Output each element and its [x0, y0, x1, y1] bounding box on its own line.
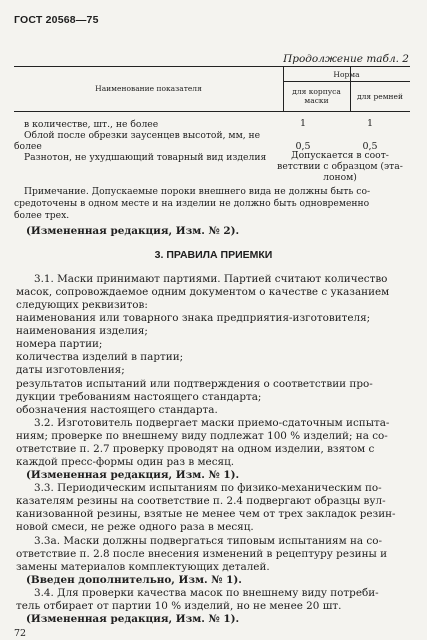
amendment-note: (Измененная редакция, Изм. № 2). [26, 225, 240, 237]
para-line: новой смеси, не реже одного раза в месяц. [16, 521, 254, 533]
row-quantity-straps-value: 1 [366, 118, 374, 129]
para-line: масок, сопровождаемое одним документом о качестве с указанием [16, 286, 390, 298]
norm-subheader-rule [283, 81, 410, 82]
list-item: количества изделий в партии; [16, 351, 184, 363]
para-line: ниям; проверке по внешнему виду подлежат 100 % изделий; на со- [16, 430, 388, 442]
table-note-cont: средоточены в одном месте и на изделии не должно быть одновременно более трех. [14, 198, 370, 221]
para-line: ответствие п. 2.7 проверку проводят на одном изделии, взятом с [16, 443, 375, 455]
row-flash-body-value: 0,5 [295, 141, 311, 152]
para-line: тель отбирает от партии 10 % изделий, но не менее 20 шт. [16, 600, 342, 612]
list-item: наименования или товарного знака предприятия-изготовителя; [16, 312, 371, 324]
para-3-2: 3.2. Изготовитель подвергает маски приемо-сдаточным испыта- [34, 417, 390, 429]
amendment-note: (Измененная редакция, Изм. № 1). [26, 469, 240, 481]
para-line: замены материалов комплектующих деталей. [16, 561, 270, 573]
para-line: канизованной резины, взятые не менее чем от трех закладок резин- [16, 508, 396, 520]
list-item: даты изготовления; [16, 364, 125, 376]
para-3-4: 3.4. Для проверки качества масок по внешнему виду потреби- [34, 587, 379, 599]
col-indicator-header: Наименование показателя [95, 84, 202, 93]
para-3-3: 3.3. Периодическим испытаниям по физико-механическим по- [34, 482, 382, 494]
list-item: номера партии; [16, 338, 103, 350]
amendment-note: (Измененная редакция, Изм. № 1). [26, 613, 240, 625]
row-tone-merged-value: Допускается в соот- ветствии с образцом (эта- лоном) [277, 150, 403, 183]
table-row-flash: Облой после обрезки заусенцев высотой, мм, не [24, 130, 261, 141]
row-quantity-body-value: 1 [299, 118, 307, 129]
list-item: наименования изделия; [16, 325, 148, 337]
para-3-3a: 3.3а. Маски должны подвергаться типовым испытаниям на со- [34, 535, 383, 547]
col-straps-header: для ремней [356, 92, 403, 101]
para-line: следующих реквизитов: [16, 299, 148, 311]
col-body-header: для корпуса маски [292, 87, 341, 105]
row-flash-straps-value: 0,5 [362, 141, 378, 152]
col-norm-header: Норма [333, 70, 360, 79]
table-row-quantity: в количестве, шт., не более [24, 119, 159, 130]
para-3-1: 3.1. Маски принимают партиями. Партией считают количество [34, 273, 388, 285]
page-number: 72 [14, 628, 27, 639]
list-item: обозначения настоящего стандарта. [16, 404, 218, 416]
para-line: дукции требованиям настоящего стандарта; [16, 391, 262, 403]
norms-table-header [14, 66, 410, 112]
table-note: Примечание. Допускаемые пороки внешнего вида не должны быть со- [24, 186, 371, 197]
table-continuation-label: Продолжение табл. 2 [283, 53, 409, 65]
document-code: ГОСТ 20568—75 [14, 14, 99, 26]
list-item: результатов испытаний или подтверждения о соответствии про- [16, 378, 373, 390]
para-line: ответствие п. 2.8 после внесения изменений в рецептуру резины и [16, 548, 387, 560]
table-row-flash-cont: более [14, 141, 42, 152]
para-line: каждой пресс-формы один раз в месяц. [16, 456, 235, 468]
para-line: казателям резины на соответствие п. 2.4 подвергают образцы вул- [16, 495, 386, 507]
section-title: 3. ПРАВИЛА ПРИЕМКИ [154, 249, 273, 261]
addition-note: (Введен дополнительно, Изм. № 1). [26, 574, 242, 586]
table-row-tone: Разнотон, не ухудшающий товарный вид изделия [24, 152, 267, 163]
